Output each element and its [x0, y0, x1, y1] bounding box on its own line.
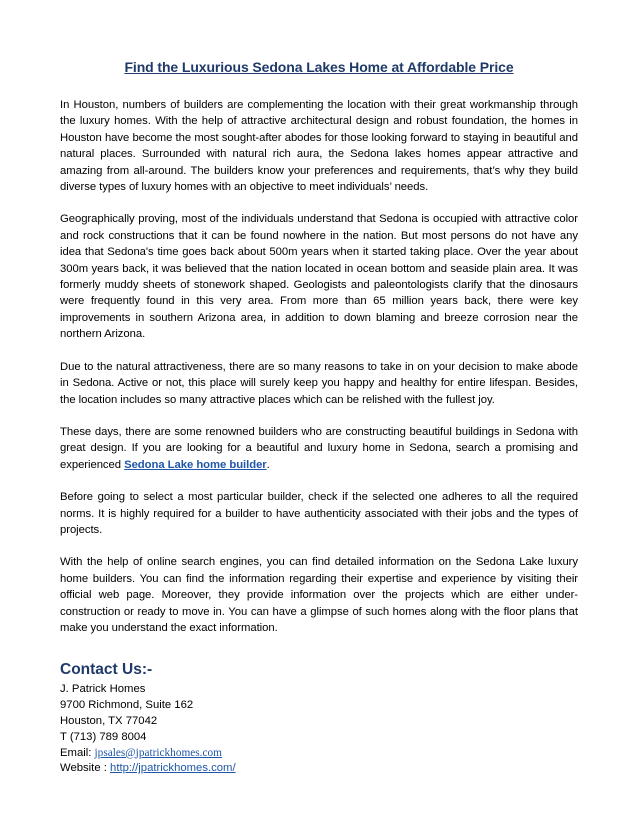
paragraph-1: In Houston, numbers of builders are complementing the location with their great workmanship through the luxury homes. With the help of attractive architectural design and robust foundation, the homes in Houston have become the most sought-after abodes for those looking forward to staying in beautiful and natural places. Surrounded with natural rich aura, the Sedona lakes homes appear attractive and amazing from all-around. The builders know your preferences and requirements, that’s why they build diverse types of luxury homes with an objective to meet individuals’ needs.	[60, 99, 578, 194]
email-link[interactable]: jpsales@jpatrickhomes.com	[94, 746, 222, 759]
website-label: Website :	[60, 762, 111, 775]
contact-heading: Contact Us:-	[60, 661, 153, 679]
document-page	[60, 58, 578, 777]
paragraph-4-end: .	[266, 458, 270, 471]
contact-email-row	[60, 746, 578, 762]
page-title: Find the Luxurious Sedona Lakes Home at Affordable Price	[124, 59, 514, 75]
paragraph-2: Geographically proving, most of the individuals understand that Sedona is occupied with attractive color and rock constructions that it can be found nowhere in the nation. But most persons do not have any idea that Sedona's time goes back about 500m years when it started taking place. Over the year about 300m years back, it was believed that the nation located in ocean bottom and seaside plain area. It was formerly muddy sheets of stonework shaped. Geologists and paleontologists clarify that the dinosaurs were frequently found in this very area. From more than 65 million years back, there were key improvements in southern Arizona area, in addition to down blaming and breeze corrosion near the northern Arizona.	[60, 213, 578, 341]
contact-address-line-1: 9700 Richmond, Suite 162	[60, 699, 194, 712]
paragraph-4-text: These days, there are some renowned builders who are constructing beautiful buildings in Sedona with great design. If you are looking for a beautiful and luxury home in Sedona, search a promising and experienced	[60, 425, 578, 471]
paragraph-3: Due to the natural attractiveness, there are so many reasons to take in on your decision to make abode in Sedona. Active or not, this place will surely keep you happy and healthy for entire lifespan. Besides, the location includes so many attractive places which can be relished with the fullest joy.	[60, 360, 578, 406]
contact-phone: T (713) 789 8004	[60, 730, 147, 743]
paragraph-4	[60, 424, 578, 473]
contact-name: J. Patrick Homes	[60, 683, 146, 696]
website-link[interactable]: http://jpatrickhomes.com/	[110, 762, 236, 775]
paragraph-5: Before going to select a most particular builder, check if the selected one adheres to all the required norms. It is highly required for a builder to have authenticity associated with their jobs and the types of projects.	[60, 491, 578, 536]
sedona-lake-builder-link[interactable]: Sedona Lake home builder	[124, 458, 267, 471]
contact-address-line-2: Houston, TX 77042	[60, 714, 158, 727]
paragraph-6: With the help of online search engines, you can find detailed information on the Sedona Lake luxury home builders. You can find the information regarding their expertise and experience by visiting their official web page. Moreover, they provide information over the projects which are either under-construction or ready to move in. You can have a glimpse of such homes along with the floor plans that make you understand the exact information.	[60, 556, 578, 634]
contact-website-row	[60, 761, 578, 777]
email-label: Email:	[60, 746, 95, 759]
